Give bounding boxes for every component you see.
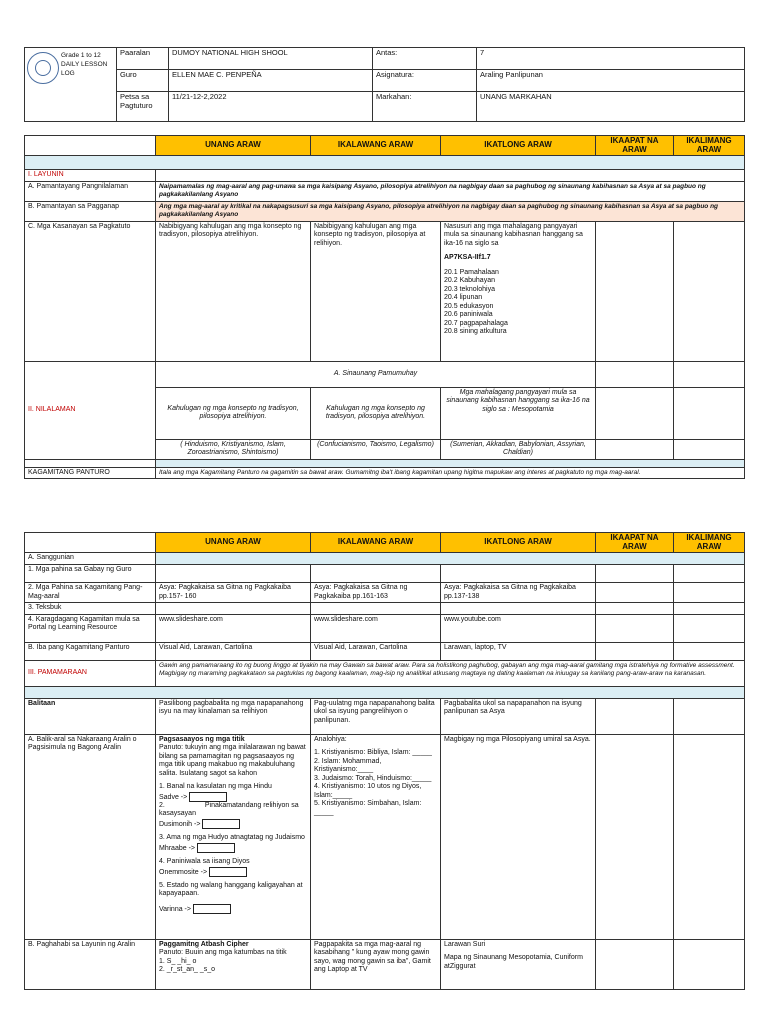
balik-aral-label: A. Balik-aral sa Nakaraang Aralin o Pagsisimula ng Bagong Aralin xyxy=(25,734,156,939)
kasanayan-day1: Nabibigyang kahulugan ang mga konsepto ng tradisyon, pilosopiya atrelihiyon. xyxy=(156,221,311,361)
pamantayan-sa-pagganap-text: Ang mga mag-aaral ay kritikal na nakapagsusuri sa mga kaisipang Asyano, pilosopiya atrelihiyon na nagbigay daan sa paghubog ng sinaunang kabihasnan sa Asya at sa pagbuo ng pagkakakilanlang Asyano xyxy=(156,201,745,221)
balik-aral-panuto: Panuto: tukuyin ang mga inilalarawan ng bawat bilang sa pamamagitan ng pagsasaayos ng mga titik upang makabuo ng makabuluhang salita. Isulatang sagot sa kahon xyxy=(159,744,306,777)
day2-header: IKALAWANG ARAW xyxy=(311,136,441,156)
day3-header: IKATLONG ARAW xyxy=(441,533,596,553)
answer-box[interactable] xyxy=(189,792,227,802)
paaralan-value: DUMOY NATIONAL HIGH SHOOL xyxy=(169,48,373,70)
asignatura-value: Araling Panlipunan xyxy=(477,70,745,92)
teksbuk-label: 3. Teksbuk xyxy=(25,603,156,615)
pamantayang-pangnilalaman-text: Naipamamalas ng mag-aaral ang pag-unawa sa mga kaisipang Asyano, pilosopiya atrelihiyon na nagbigay daan sa paghubog ng sinaunang kabihasnan sa Asya at sa pagbuo ng pagkakakilanlang Asyano xyxy=(156,181,745,201)
kasanayan-day3-item: 20.7 pagpapahalaga xyxy=(444,319,508,327)
analohiya-item: 5. Kristiyanismo: Simbahan, Islam: _____ xyxy=(314,800,422,816)
nilalaman-day2: Kahulugan ng mga konsepto ng tradisyon, pilosopiya atrelihiyon. xyxy=(311,387,441,439)
answer-box[interactable] xyxy=(202,819,240,829)
item-2-text: Pinakamatandang relihiyon sa kasaysayan xyxy=(159,801,299,818)
item-5-text: 5. Estado ng walang hanggang kaligayahan at kapayapaan. xyxy=(159,881,303,898)
paghahabi-day3 xyxy=(441,939,596,989)
kasanayan-day3-item: 20.5 edukasyon xyxy=(444,302,494,310)
analohiya-item: 2. Islam: Mohammad, Kristiyanismo:____ xyxy=(314,757,382,773)
kagamitan-day2: Visual Aid, Larawan, Cartolina xyxy=(311,642,441,660)
kasanayan-day3 xyxy=(441,221,596,361)
item-2-word: Dusimonih -> xyxy=(159,820,201,828)
day3-header: IKATLONG ARAW xyxy=(441,136,596,156)
header-table xyxy=(24,47,745,122)
pahina-day3: Asya: Pagkakaisa sa Gitna ng Pagkakaiba pp.137-138 xyxy=(441,583,596,603)
atbash-panuto: Panuto: Buuin ang mga katumbas na titik xyxy=(159,949,287,956)
answer-box[interactable] xyxy=(209,867,247,877)
markahan-label: Markahan: xyxy=(373,92,477,122)
lesson-table-2 xyxy=(24,532,745,990)
nilalaman-day1: Kahulugan ng mga konsepto ng tradisyon, pilosopiya atrelihiyon. xyxy=(156,387,311,439)
balik-aral-day2 xyxy=(311,734,441,939)
antas-value: 7 xyxy=(477,48,745,70)
pamamaraan-text: Gawin ang pamamaraang ito ng buong linggo at tiyakin na may Gawain sa bawat araw. Para sa holistikong paghubog, gabayan ang mga mag-aaral gamitang mga istratehiya ng formative assessment. Magbigay ng maraming pagkakataon sa pagtuklas ng bagong kaalaman, mag-isip ng analitikal atkusang magtaya ng dating kaalaman na iniuugay sa kanilang pang-araw-araw na karanasan. xyxy=(156,660,745,686)
resource-day2: www.slideshare.com xyxy=(311,614,441,642)
kasanayan-label: C. Mga Kasanayan sa Pagkatuto xyxy=(25,221,156,361)
item-4-text: 4. Paniniwala sa iisang Diyos xyxy=(159,858,250,866)
kagamitan-day3: Larawan, laptop, TV xyxy=(441,642,596,660)
balitaan-label: Balitaan xyxy=(25,698,156,734)
item-4-word: Onemmosite -> xyxy=(159,868,208,876)
kasanayan-day2: Nabibigyang kahulugan ang mga konsepto ng tradisyon, pilosopiya at relihiyon. xyxy=(311,221,441,361)
answer-box[interactable] xyxy=(193,904,231,914)
resource-day3: www.youtube.com xyxy=(441,614,596,642)
day1-header: UNANG ARAW xyxy=(156,136,311,156)
paghahabi-day1 xyxy=(156,939,311,989)
nilalaman-heading: II. NILALAMAN xyxy=(25,361,156,459)
mapa-text: Mapa ng Sinaunang Mesopotamia, Cuniform atZiggurat xyxy=(444,954,583,970)
grade-label: Grade 1 to 12 xyxy=(61,52,101,59)
item-3-word: Mhraabe -> xyxy=(159,844,195,852)
atbash-item: 1. S_ _hi_ o xyxy=(159,957,197,965)
petsa-label: Petsa sa Pagtuturo xyxy=(117,92,169,122)
kasanayan-day3-intro: Nasusuri ang mga mahalagang pangyayari mula sa sinaunang kabihasnan hanggang sa ika-16 na siglo sa xyxy=(444,222,583,247)
item-3-text: 3. Ama ng mga Hudyo atnagtatag ng Judaismo xyxy=(159,834,305,842)
kagamitang-panturo-label: KAGAMITANG PANTURO xyxy=(25,467,156,479)
kagamitang-panturo-text: Itala ang mga Kagamitang Panturo na gagamitin sa bawat araw. Gumamitng iba't ibang kagamitan upang higitna mapukaw ang interes at pagkatuto ng mga mag-aaral. xyxy=(156,467,745,479)
answer-box[interactable] xyxy=(197,843,235,853)
pahina-day2: Asya: Pagkakaisa sa Gitna ng Pagkakaiba pp.161-163 xyxy=(311,583,441,603)
larawan-suri: Larawan Suri xyxy=(444,940,486,948)
balik-aral-title: Pagsasaayos ng mga titik xyxy=(159,735,245,743)
kasanayan-day3-item: 20.6 paniniwala xyxy=(444,311,493,318)
sanggunian-label: A. Sanggunian xyxy=(25,553,156,565)
kasanayan-day3-item: 20.2 Kabuhayan xyxy=(444,277,495,284)
analohiya-title: Analohiya: xyxy=(314,735,347,743)
day4-header: IKAAPAT NA ARAW xyxy=(596,136,674,156)
item-1-word: Sadve -> xyxy=(159,793,188,801)
kasanayan-day3-item: 20.4 lipunan xyxy=(444,294,483,301)
paghahabi-label: B. Paghahabi sa Layunin ng Aralin xyxy=(25,939,156,989)
day4-header: IKAAPAT NA ARAW xyxy=(596,533,674,553)
deped-seal-icon xyxy=(27,50,59,84)
asignatura-label: Asignatura: xyxy=(373,70,477,92)
markahan-value: UNANG MARKAHAN xyxy=(477,92,745,122)
pamamaraan-heading: III. PAMAMARAAN xyxy=(25,660,156,686)
balitaan-day2: Pag-uulatng mga napapanahong balita ukol sa isyung pangrelihiyon o panlipunan. xyxy=(311,698,441,734)
kasanayan-day3-item: 20.3 teknolohiya xyxy=(444,285,495,293)
gabay-guro-label: 1. Mga pahina sa Gabay ng Guro xyxy=(25,565,156,583)
kagamitan-day1: Visual Aid, Larawan, Cartolina xyxy=(156,642,311,660)
nilalaman-title: A. Sinaunang Pamumuhay xyxy=(156,361,596,387)
balik-aral-day3: Magbigay ng mga Pilosopiyang umiral sa Asya. xyxy=(441,734,596,939)
guro-label: Guro xyxy=(117,70,169,92)
nilalaman-sub-day2: (Confucianismo, Taoismo, Legalismo) xyxy=(311,439,441,459)
paghahabi-day2: Pagpapakita sa mga mag-aaral ng kasabihang " kung ayaw mong gawin sayo, wag mong gawin sa iba", Gamit ang Laptop at TV xyxy=(311,939,441,989)
pamantayang-pangnilalaman-label: A. Pamantayang Pangnilalaman xyxy=(25,181,156,201)
kasanayan-day3-item: 20.8 sining atkultura xyxy=(444,328,507,335)
analohiya-item: 3. Judaismo: Torah, Hinduismo:_____ xyxy=(314,774,432,782)
lesson-table-1 xyxy=(24,135,745,479)
iba-pang-kagamitan-label: B. Iba pang Kagamitang Panturo xyxy=(25,642,156,660)
atbash-item: 2. _r_st_an_ _s_o xyxy=(159,966,216,973)
item-5-word: Varinna -> xyxy=(159,905,191,913)
balitaan-day1: Pasilibong pagbabalita ng mga napapanahong isyu na may kinalaman sa relihiyon xyxy=(156,698,311,734)
antas-label: Antas: xyxy=(373,48,477,70)
kagamitang-pang-mag-aaral-label: 2. Mga Pahina sa Kagamitang Pang-Mag-aaral xyxy=(25,583,156,603)
layunin-heading: I. LAYUNIN xyxy=(25,170,156,182)
learning-resource-label: 4. Karagdagang Kagamitan mula sa Portal ng Learning Resource xyxy=(25,614,156,642)
nilalaman-sub-day1: ( Hinduismo, Kristiyanismo, Islam, Zoroastrianismo, Shintoismo) xyxy=(156,439,311,459)
nilalaman-sub-day3: (Sumerian, Akkadian, Babylonian, Assyrian, Chaldian) xyxy=(441,439,596,459)
deped-logo-cell xyxy=(25,48,117,122)
kasanayan-day3-item: 20.1 Pamahalaan xyxy=(444,268,499,276)
day5-header: IKALIMANG ARAW xyxy=(674,136,745,156)
item-2-num: 2. xyxy=(159,801,165,809)
dll-label: DAILY LESSON LOG xyxy=(61,61,108,77)
petsa-value: 11/21-12-2,2022 xyxy=(169,92,373,122)
guro-value: ELLEN MAE C. PENPEÑA xyxy=(169,70,373,92)
pahina-day1: Asya: Pagkakaisa sa Gitna ng Pagkakaiba pp.157- 160 xyxy=(156,583,311,603)
analohiya-item: 4. Kristiyanismo: 10 utos ng Diyos, Islam:_____ xyxy=(314,783,422,799)
day1-header: UNANG ARAW xyxy=(156,533,311,553)
pamantayan-sa-pagganap-label: B. Pamantayan sa Pagganap xyxy=(25,201,156,221)
atbash-title: Paggamitng Atbash Cipher xyxy=(159,940,249,948)
analohiya-item: 1. Kristiyanismo: Bibliya, Islam: _____ xyxy=(314,749,432,756)
resource-day1: www.slideshare.com xyxy=(156,614,311,642)
kasanayan-day3-code: AP7KSA-IIf1.7 xyxy=(444,254,491,261)
balik-aral-day1 xyxy=(156,734,311,939)
item-1-text: 1. Banal na kasulatan ng mga Hindu xyxy=(159,783,272,790)
day5-header: IKALIMANG ARAW xyxy=(674,533,745,553)
balitaan-day3: Pagbabalita ukol sa napapanahon na isyung panlipunan sa Asya xyxy=(441,698,596,734)
nilalaman-day3: Mga mahalagang pangyayari mula sa sinaunang kabihasnan hanggang sa ika-16 na siglo sa : Mesopotamia xyxy=(441,387,596,439)
paaralan-label: Paaralan xyxy=(117,48,169,70)
day2-header: IKALAWANG ARAW xyxy=(311,533,441,553)
